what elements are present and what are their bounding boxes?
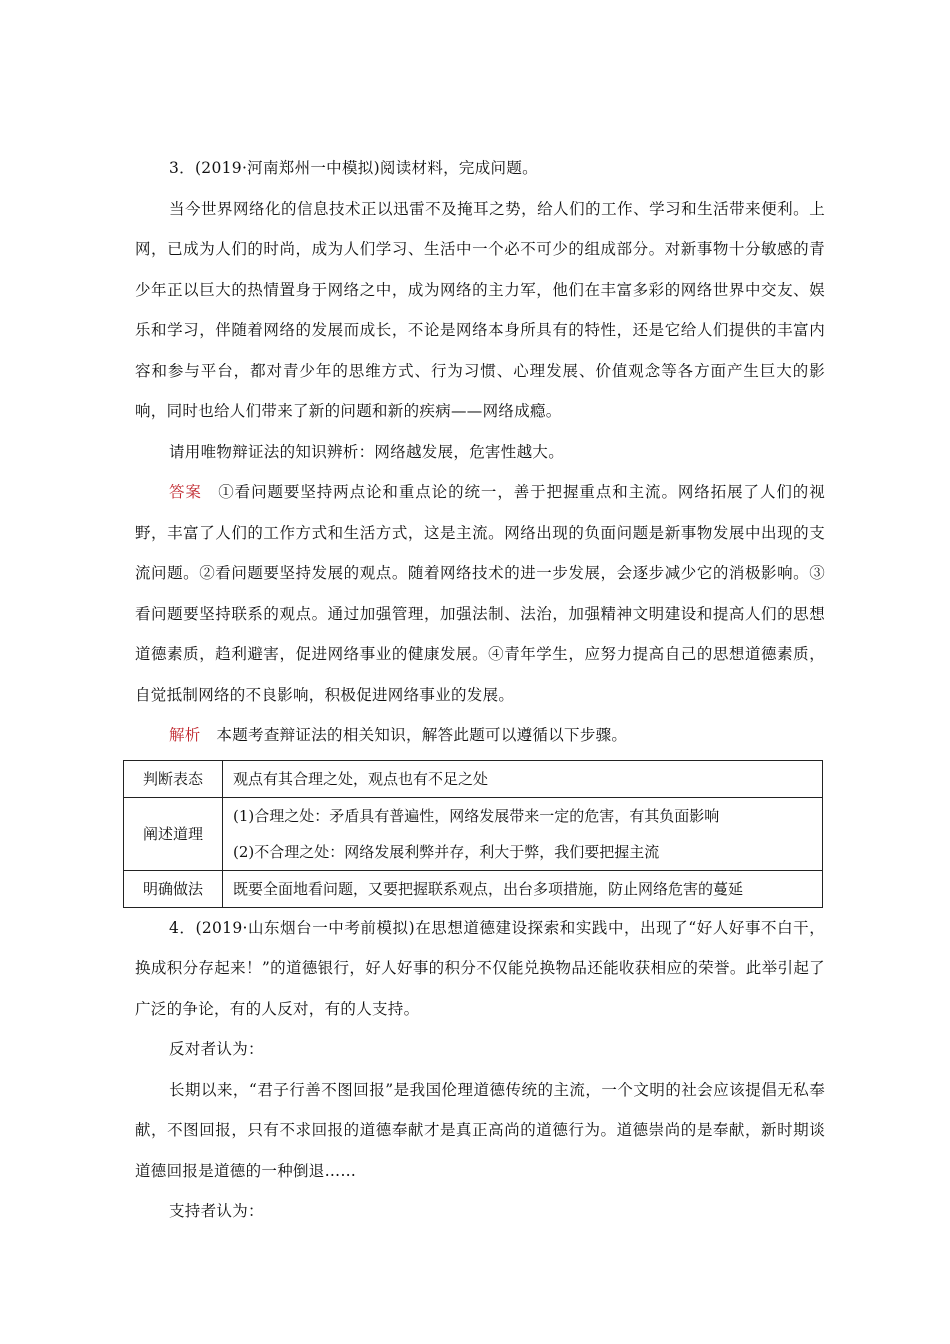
question-4-header: 4．(2019·山东烟台一中考前模拟)在思想道德建设探索和实践中，出现了“好人好事不白干，换成积分存起来！”的道德银行，好人好事的积分不仅能兑换物品还能收获相应的荣誉。此举引起了广泛的争论，有的人反对，有的人支持。	[135, 918, 825, 1018]
table-row-value-line: (2)不合理之处：网络发展利弊并存，利大于弊，我们要把握主流	[233, 842, 660, 861]
question-3-prompt: 请用唯物辩证法的知识辨析：网络越发展，危害性越大。	[169, 442, 565, 461]
document-page	[135, 148, 825, 1232]
opponents-text: 长期以来，“君子行善不图回报”是我国伦理道德传统的主流，一个文明的社会应该提倡无私奉献，不图回报，只有不求回报的道德奉献才是真正高尚的道德行为。道德崇尚的是奉献，新时期谈道德回报是道德的一种倒退……	[135, 1080, 825, 1180]
table-row	[124, 797, 823, 870]
analysis-label: 解析	[169, 726, 201, 744]
answer-block	[135, 472, 825, 715]
answer-label: 答案	[169, 483, 202, 501]
question-3-material: 当今世界网络化的信息技术正以迅雷不及掩耳之势，给人们的工作、学习和生活带来便利。上网，已成为人们的时尚，成为人们学习、生活中一个必不可少的组成部分。对新事物十分敏感的青少年正以巨大的热情置身于网络之中，成为网络的主力军，他们在丰富多彩的网络世界中交友、娱乐和学习，伴随着网络的发展而成长，不论是网络本身所具有的特性，还是它给人们提供的丰富内容和参与平台，都对青少年的思维方式、行为习惯、心理发展、价值观念等各方面产生巨大的影响，同时也给人们带来了新的问题和新的疾病——网络成瘾。	[135, 199, 825, 420]
table-row-label: 判断表态	[124, 760, 223, 797]
table-row-value: 既要全面地看问题，又要把握联系观点，出台多项措施，防止网络危害的蔓延	[223, 870, 823, 907]
table-row-label: 阐述道理	[124, 797, 223, 870]
answer-text: ①看问题要坚持两点论和重点论的统一，善于把握重点和主流。网络拓展了人们的视野，丰富了人们的工作方式和生活方式，这是主流。网络出现的负面问题是新事物发展中出现的支流问题。②看问题要坚持发展的观点。随着网络技术的进一步发展，会逐步减少它的消极影响。③看问题要坚持联系的观点。通过加强管理，加强法制、法治，加强精神文明建设和提高人们的思想道德素质，趋利避害，促进网络事业的健康发展。④青年学生，应努力提高自己的思想道德素质，自觉抵制网络的不良影响，积极促进网络事业的发展。	[135, 483, 825, 704]
supporters-label: 支持者认为：	[169, 1202, 264, 1220]
analysis-block	[135, 715, 825, 756]
analysis-table	[123, 760, 823, 908]
table-row-value: 观点有其合理之处，观点也有不足之处	[223, 760, 823, 797]
opponents-label: 反对者认为：	[169, 1040, 264, 1058]
table-row	[124, 870, 823, 907]
table-row-value-line: (1)合理之处：矛盾具有普遍性，网络发展带来一定的危害，有其负面影响	[233, 806, 720, 825]
question-3-header: 3．(2019·河南郑州一中模拟)阅读材料，完成问题。	[169, 159, 538, 177]
table-row-value	[223, 797, 823, 870]
analysis-text: 本题考查辩证法的相关知识，解答此题可以遵循以下步骤。	[216, 726, 628, 744]
table-row	[124, 760, 823, 797]
table-row-label: 明确做法	[124, 870, 223, 907]
